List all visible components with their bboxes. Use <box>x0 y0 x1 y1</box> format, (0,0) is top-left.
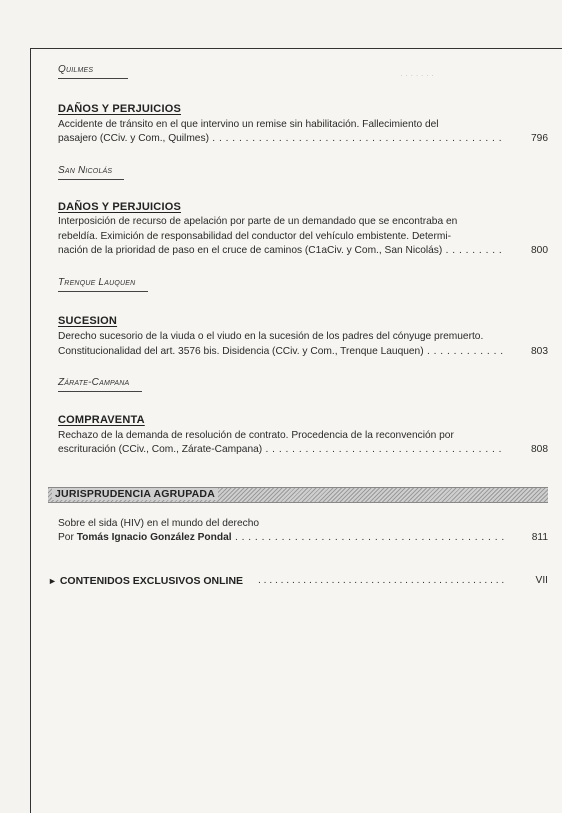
section-heading: COMPRAVENTA <box>58 414 145 426</box>
summary-line: rebeldía. Eximición de responsabilidad del conductor del vehículo embistente. Determi- <box>58 231 451 242</box>
dot-leader <box>258 575 506 586</box>
jurisdiction-rule <box>58 179 124 180</box>
page-number: 800 <box>531 245 548 256</box>
show-through: · · · · · · · <box>400 70 434 80</box>
author-prefix: Por <box>58 532 77 543</box>
jurisdiction-label: Quilmes <box>58 64 94 75</box>
jurisdiction-label: Zárate-Campana <box>58 377 130 388</box>
article-title: Sobre el sida (HIV) en el mundo del derecho <box>58 518 260 529</box>
summary-last-line: escrituración (CCiv., Com., Zárate-Campana) . . . <box>58 444 506 457</box>
summary-last-line: nación de la prioridad de paso en el cruce de caminos (C1aCiv. y Com., San Nicolás) . . . <box>58 245 506 258</box>
section-band-label: JURISPRUDENCIA AGRUPADA <box>52 488 218 500</box>
page-number: 796 <box>531 133 548 144</box>
summary-line: Rechazo de la demanda de resolución de contrato. Procedencia de la reconvención por <box>58 430 454 441</box>
section-heading: DAÑOS Y PERJUICIOS <box>58 201 182 213</box>
jurisdiction-label: San Nicolás <box>58 165 113 176</box>
jurisdiction-label: Trenque Lauquen <box>58 277 136 288</box>
page-number: 811 <box>531 532 548 543</box>
summary-last-line: Constitucionalidad del art. 3576 bis. Disidencia (CCiv. y Com., Trenque Lauquen) . . . <box>58 346 506 359</box>
section-heading: SUCESION <box>58 315 118 327</box>
summary-line: Interposición de recurso de apelación por parte de un demandado que se encontraba en <box>58 216 458 227</box>
jurisdiction-rule <box>58 291 148 292</box>
summary-last-line: pasajero (CCiv. y Com., Quilmes) . . . <box>58 133 506 146</box>
arrow-right-icon: ► <box>48 576 57 586</box>
page-number: VII <box>535 575 548 586</box>
page-number: 803 <box>531 346 548 357</box>
page-number: 808 <box>531 444 548 455</box>
online-content-entry <box>48 575 243 587</box>
section-heading: DAÑOS Y PERJUICIOS <box>58 103 182 115</box>
jurisdiction-rule <box>58 78 128 79</box>
article-author-line <box>58 532 506 545</box>
summary-line: Derecho sucesorio de la viuda o el viudo en la sucesión de los padres del cónyuge premuerto. <box>58 331 484 342</box>
author-name: Tomás Ignacio González Pondal <box>76 532 232 543</box>
online-content-label: CONTENIDOS EXCLUSIVOS ONLINE <box>59 575 244 587</box>
summary-line: Accidente de tránsito en el que intervino un remise sin habilitación. Fallecimiento del <box>58 119 439 130</box>
jurisdiction-rule <box>58 391 142 392</box>
